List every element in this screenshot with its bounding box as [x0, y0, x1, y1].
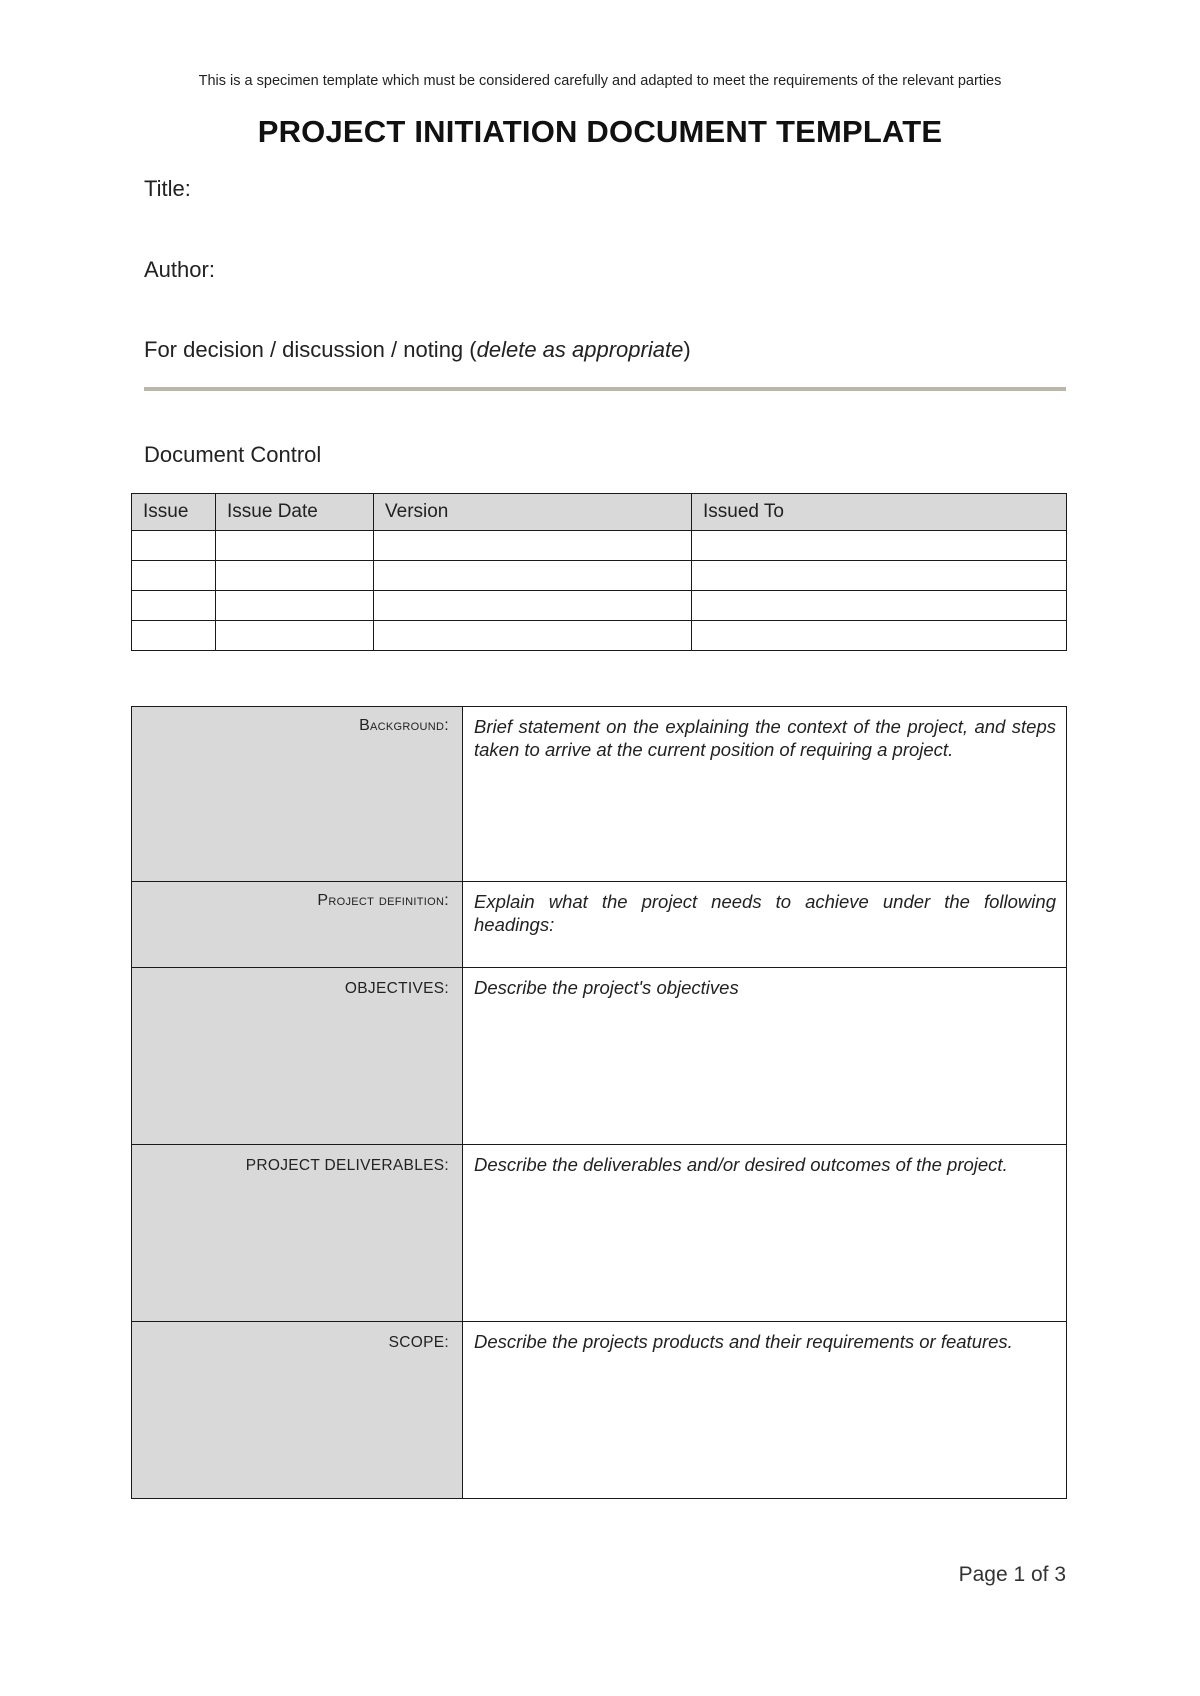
table-cell[interactable] [216, 561, 374, 591]
project-deliverables-description[interactable]: Describe the deliverables and/or desired outcomes of the project. [463, 1145, 1067, 1322]
horizontal-divider [144, 387, 1066, 391]
decision-line [144, 337, 691, 363]
table-row [132, 621, 1067, 651]
title-field-label: Title: [144, 176, 191, 201]
table-cell[interactable] [692, 561, 1067, 591]
column-header-version: Version [374, 494, 692, 531]
detail-row-objectives [132, 968, 1067, 1145]
document-control-table [131, 493, 1067, 651]
table-cell[interactable] [132, 561, 216, 591]
document-title: PROJECT INITIATION DOCUMENT TEMPLATE [257, 114, 943, 149]
table-header-row [132, 494, 1067, 531]
decision-prefix: For decision / discussion / noting ( [144, 337, 477, 362]
project-deliverables-label: PROJECT DELIVERABLES: [132, 1145, 463, 1322]
detail-row-background [132, 707, 1067, 882]
scope-description[interactable]: Describe the projects products and their requirements or features. [463, 1322, 1067, 1499]
decision-suffix: ) [683, 337, 691, 362]
page-number: Page 1 of 3 [958, 1563, 1066, 1586]
project-definition-description[interactable]: Explain what the project needs to achieve under the following headings: [463, 882, 1067, 968]
table-row [132, 531, 1067, 561]
table-cell[interactable] [216, 591, 374, 621]
author-field-label: Author: [144, 257, 215, 282]
project-details-table [131, 706, 1067, 1499]
detail-row-scope [132, 1322, 1067, 1499]
background-label: Background: [132, 707, 463, 882]
table-cell[interactable] [692, 621, 1067, 651]
background-description[interactable]: Brief statement on the explaining the context of the project, and steps taken to arrive at the current position of requiring a project. [463, 707, 1067, 882]
decision-italic-note: delete as appropriate [476, 337, 684, 362]
objectives-description[interactable]: Describe the project's objectives [463, 968, 1067, 1145]
disclaimer-text: This is a specimen template which must be considered carefully and adapted to meet the requirements of the relevant parties [198, 73, 1002, 89]
table-cell[interactable] [374, 591, 692, 621]
table-cell[interactable] [692, 531, 1067, 561]
document-control-heading: Document Control [144, 442, 322, 467]
table-cell[interactable] [132, 531, 216, 561]
detail-row-project-definition [132, 882, 1067, 968]
detail-row-project-deliverables [132, 1145, 1067, 1322]
column-header-issued-to: Issued To [692, 494, 1067, 531]
scope-label: SCOPE: [132, 1322, 463, 1499]
table-cell[interactable] [132, 591, 216, 621]
column-header-issue: Issue [132, 494, 216, 531]
project-definition-label: Project definition: [132, 882, 463, 968]
table-cell[interactable] [374, 561, 692, 591]
table-row [132, 591, 1067, 621]
table-cell[interactable] [216, 531, 374, 561]
table-cell[interactable] [374, 531, 692, 561]
table-row [132, 561, 1067, 591]
objectives-label: OBJECTIVES: [132, 968, 463, 1145]
column-header-issue-date: Issue Date [216, 494, 374, 531]
table-cell[interactable] [216, 621, 374, 651]
table-cell[interactable] [374, 621, 692, 651]
table-cell[interactable] [132, 621, 216, 651]
table-cell[interactable] [692, 591, 1067, 621]
